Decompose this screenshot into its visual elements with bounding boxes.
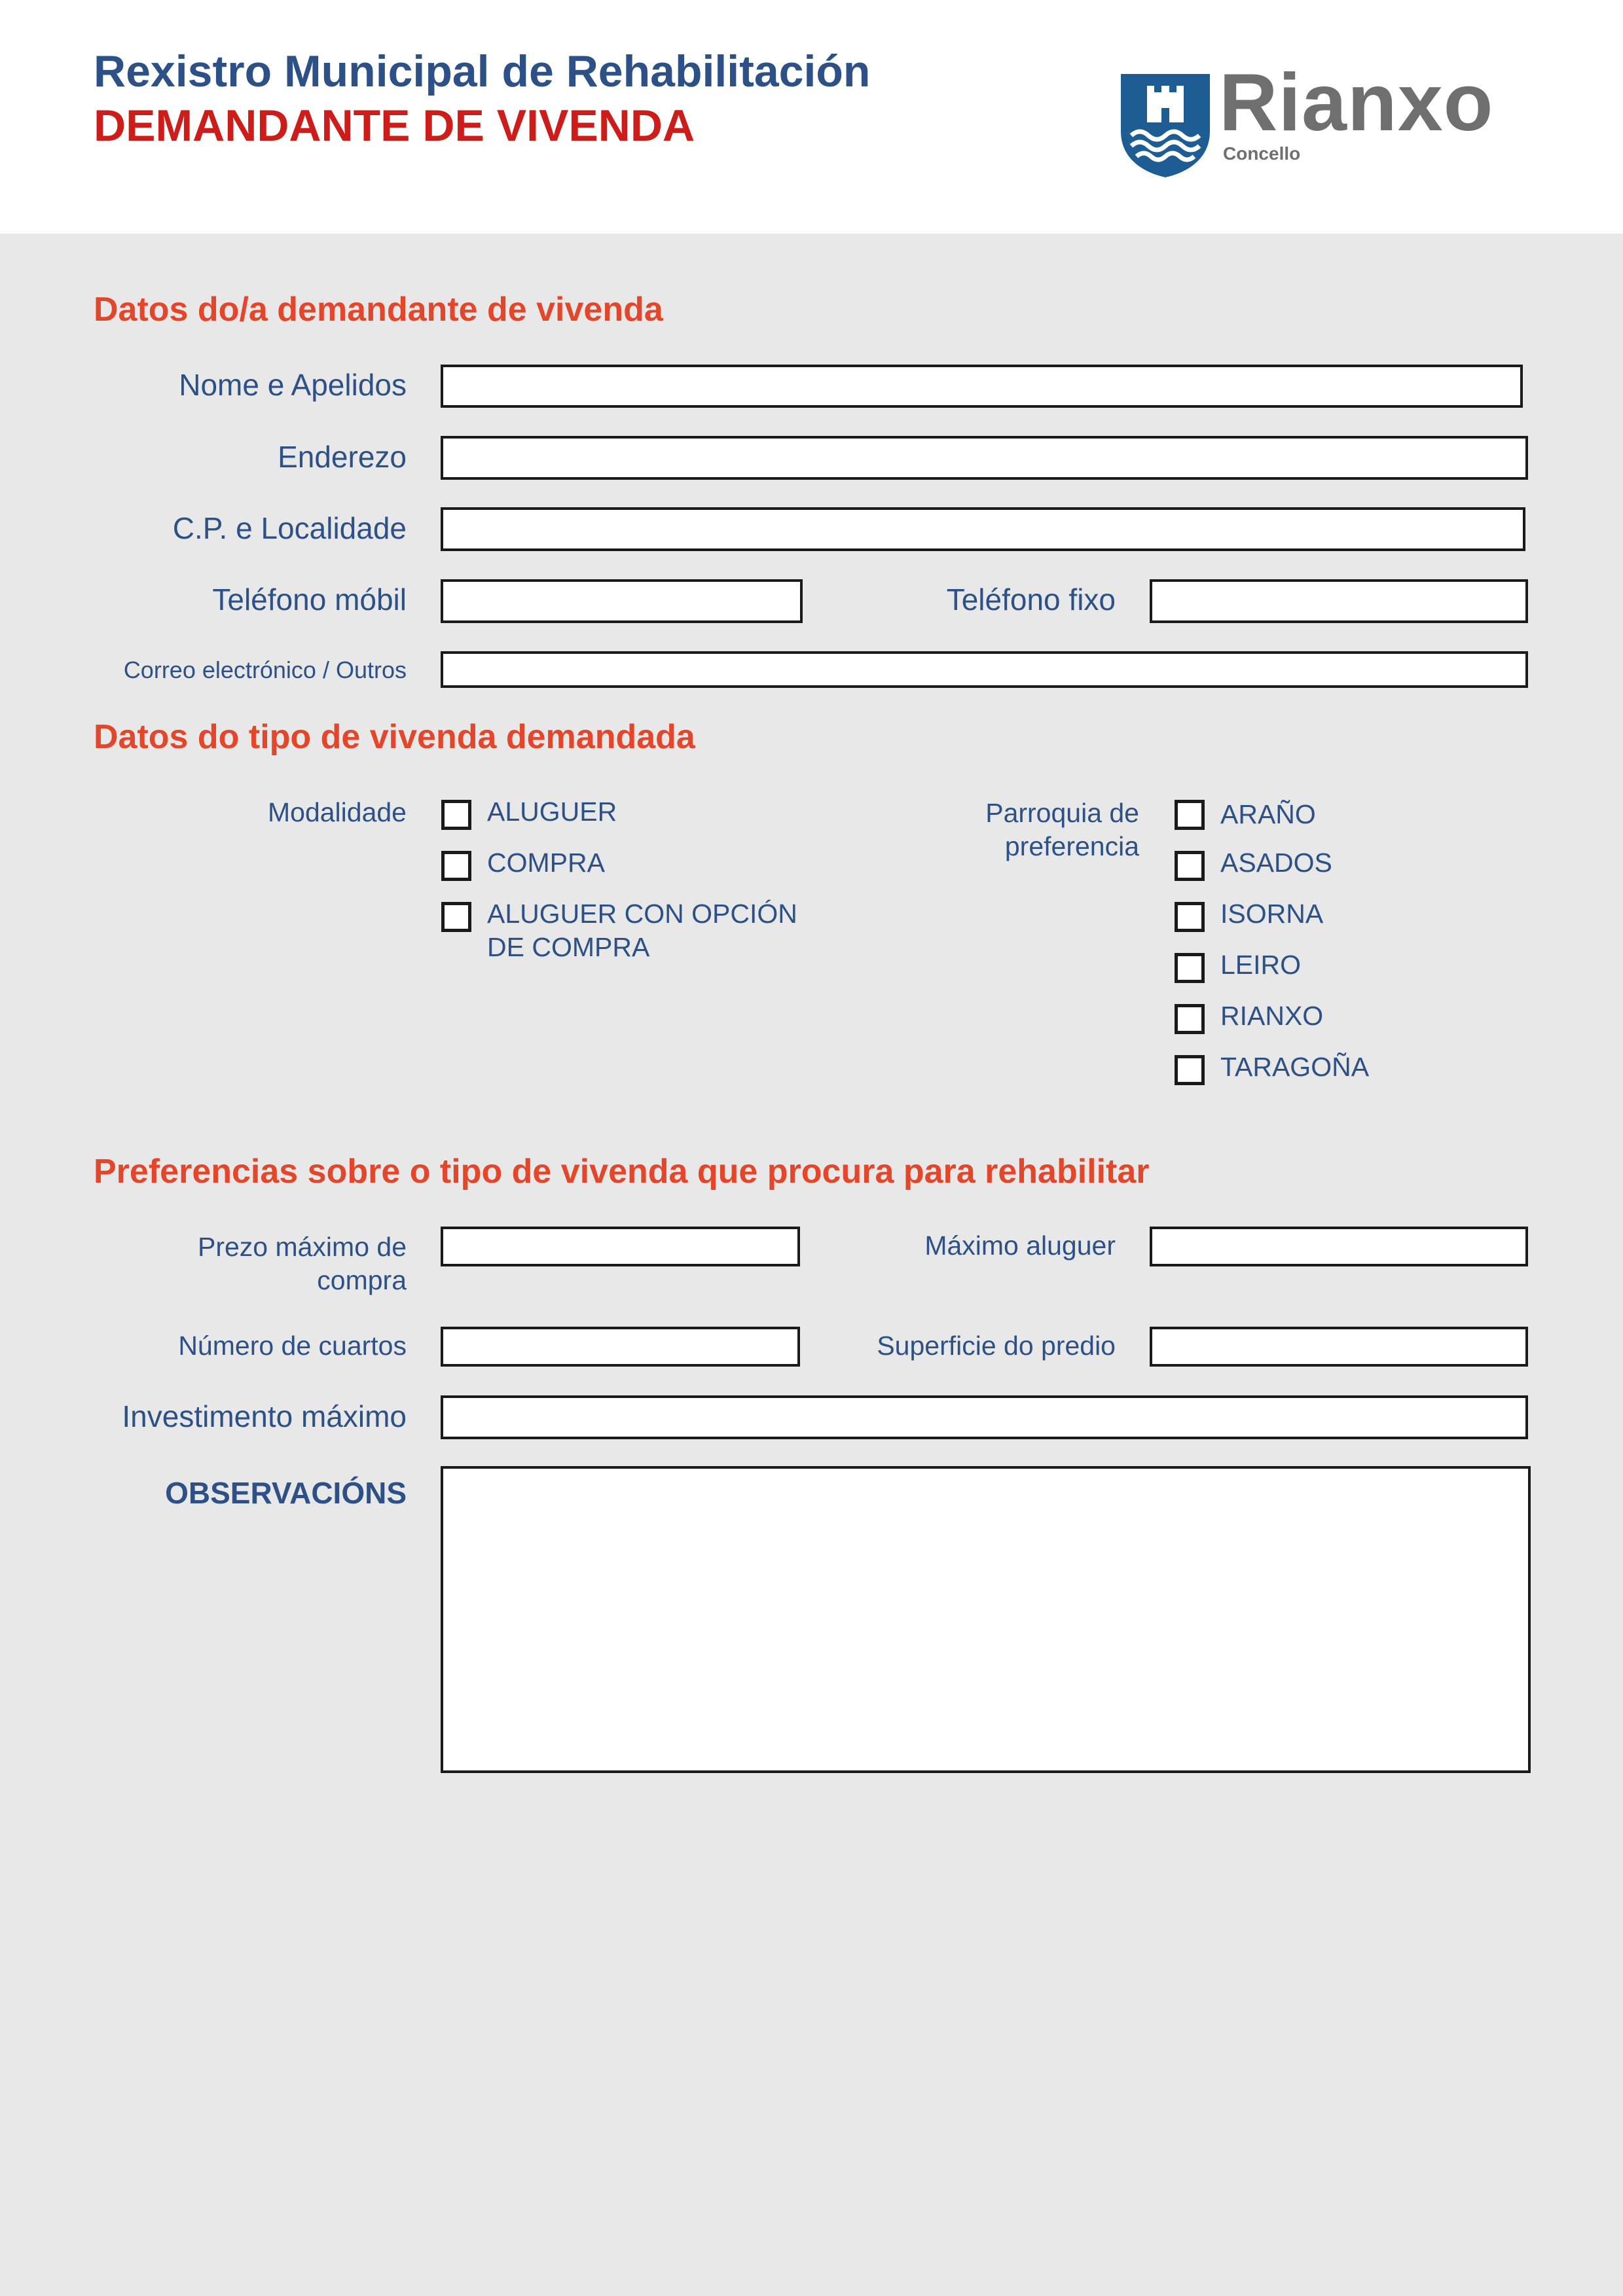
landline-label: Teléfono fixo [946,583,1116,617]
option-aluguer-label: ALUGUER [487,797,617,827]
mobile-label: Teléfono móbil [212,583,407,617]
option-taragona-label: TARAGOÑA [1220,1052,1370,1082]
area-label: Superficie do predio [877,1331,1116,1361]
logo-subtitle: Concello [1223,143,1301,164]
rooms-label: Número de cuartos [178,1331,407,1361]
parish-label: Parroquia de preferencia [985,798,1139,862]
logo-wordmark: Rianxo [1219,58,1494,148]
section-housing-type-title: Datos do tipo de vivenda demandada [94,718,695,756]
name-input[interactable] [441,365,1523,408]
mobile-input[interactable] [441,579,803,623]
checkbox-rianxo[interactable] [1175,1004,1205,1034]
castle-waves-shield-icon [1121,74,1210,177]
address-input[interactable] [441,436,1528,480]
observations-textarea[interactable] [441,1466,1531,1773]
checkbox-aluguer[interactable] [441,800,471,830]
checkbox-leiro[interactable] [1175,953,1205,983]
option-aluguer-opcion-compra-label: ALUGUER CON OPCIÓN DE COMPRA [487,899,797,963]
checkbox-taragona[interactable] [1175,1055,1205,1085]
max-investment-input[interactable] [441,1395,1528,1439]
max-purchase-label: Prezo máximo de compra [197,1232,407,1296]
checkbox-aluguer-opcion-compra[interactable] [441,902,471,932]
section-applicant-title: Datos do/a demandante de vivenda [94,291,663,329]
max-investment-label: Investimento máximo [122,1399,407,1433]
option-rianxo-label: RIANXO [1220,1001,1324,1031]
option-arano-label: ARAÑO [1220,799,1316,829]
page-header [0,0,1623,234]
postal-label: C.P. e Localidade [172,511,407,545]
area-input[interactable] [1150,1327,1528,1367]
max-purchase-input[interactable] [441,1227,800,1266]
form-subtitle: DEMANDANTE DE VIVENDA [94,101,695,151]
email-input[interactable] [441,651,1528,688]
landline-input[interactable] [1150,579,1528,623]
rooms-input[interactable] [441,1327,800,1367]
checkbox-asados[interactable] [1175,851,1205,881]
option-isorna-label: ISORNA [1220,899,1324,929]
checkbox-compra[interactable] [441,851,471,881]
modality-label: Modalidade [268,797,407,827]
checkbox-isorna[interactable] [1175,902,1205,932]
observations-label: OBSERVACIÓNS [165,1476,407,1510]
email-label: Correo electrónico / Outros [123,656,407,683]
max-rent-label: Máximo aluguer [924,1230,1116,1261]
section-preferences-title: Preferencias sobre o tipo de vivenda que procura para rehabilitar [94,1153,1150,1191]
option-leiro-label: LEIRO [1220,950,1302,980]
option-asados-label: ASADOS [1220,848,1332,878]
address-label: Enderezo [278,440,407,474]
name-label: Nome e Apelidos [179,368,407,402]
postal-locality-input[interactable] [441,507,1525,551]
max-rent-input[interactable] [1150,1227,1528,1266]
checkbox-arano[interactable] [1175,800,1205,830]
form-title: Rexistro Municipal de Rehabilitación [94,46,871,96]
option-compra-label: COMPRA [487,848,605,878]
